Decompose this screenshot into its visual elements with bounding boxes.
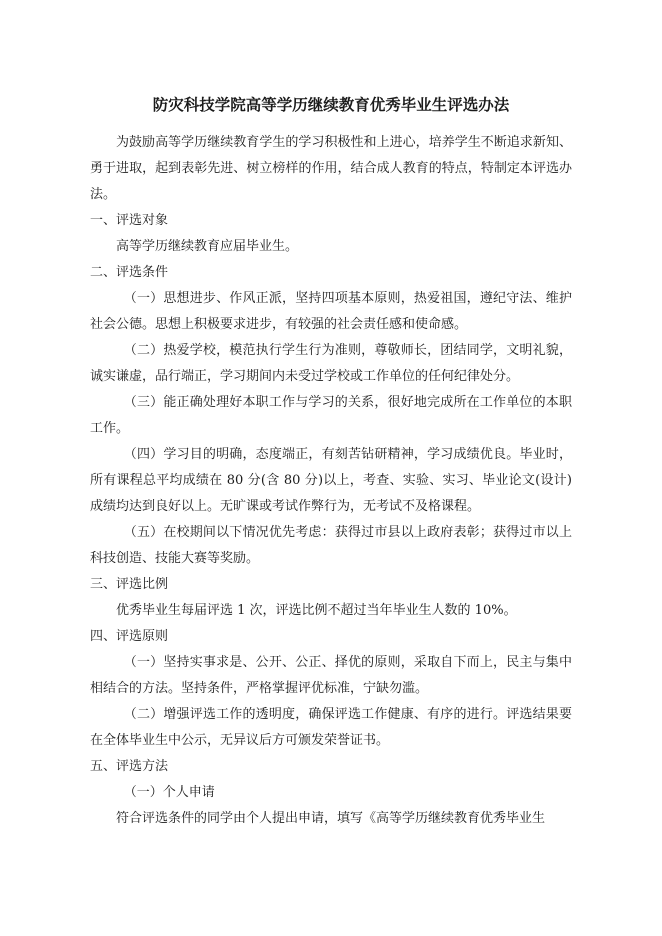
paragraph-section-2-heading: 二、评选条件 [90, 265, 169, 280]
paragraph-section-2-item-4: （四）学习目的明确，态度端正，有刻苦钻研精神，学习成绩优良。毕业时，所有课程总平均成绩在 80 分(含 80 分)以上，考查、实验、实习、毕业论文(设计)成绩均达到良好以上。无旷课或考试作弊行为，无考试不及格课程。 [90, 447, 572, 514]
paragraph-section-2-item-5: （五）在校期间以下情况优先考虑：获得过市县以上政府表彰；获得过市以上科技创造、技能大赛等奖励。 [90, 525, 572, 566]
paragraph-section-3-body: 优秀毕业生每届评选 1 次，评选比例不超过当年毕业生人数的 10%。 [116, 603, 517, 618]
paragraph-section-4-heading: 四、评选原则 [90, 629, 169, 644]
paragraph-section-4-item-1: （一）坚持实事求是、公开、公正、择优的原则，采取自下而上，民主与集中相结合的方法。坚持条件，严格掌握评优标准，宁缺勿滥。 [90, 655, 572, 696]
paragraph-section-1-body: 高等学历继续教育应届毕业生。 [116, 239, 299, 254]
paragraph-section-2-item-3: （三）能正确处理好本职工作与学习的关系，很好地完成所在工作单位的本职工作。 [90, 395, 572, 436]
paragraph-section-1-heading: 一、评选对象 [90, 213, 169, 228]
document-body [90, 130, 572, 832]
paragraph-section-3-heading: 三、评选比例 [90, 577, 169, 592]
paragraph-section-5-heading: 五、评选方法 [90, 759, 169, 774]
paragraph-section-4-item-2: （二）增强评选工作的透明度，确保评选工作健康、有序的进行。评选结果要在全体毕业生中公示，无异议后方可颁发荣誉证书。 [90, 707, 572, 748]
paragraph-section-5-sub-1-body: 符合评选条件的同学由个人提出申请，填写《高等学历继续教育优秀毕业生 [116, 811, 546, 826]
paragraph-section-2-item-1: （一）思想进步、作风正派，坚持四项基本原则，热爱祖国，遵纪守法、维护社会公德。思想上积极要求进步，有较强的社会责任感和使命感。 [90, 291, 572, 332]
paragraph-section-2-item-2: （二）热爱学校，模范执行学生行为准则，尊敬师长，团结同学，文明礼貌，诚实谦虚，品行端正，学习期间内未受过学校或工作单位的任何纪律处分。 [90, 343, 572, 384]
paragraph-intro: 为鼓励高等学历继续教育学生的学习积极性和上进心，培养学生不断追求新知、勇于进取，起到表彰先进、树立榜样的作用，结合成人教育的特点，特制定本评选办法。 [90, 135, 572, 202]
paragraph-section-5-sub-1-heading: （一）个人申请 [123, 785, 215, 800]
document-title: 防灾科技学院高等学历继续教育优秀毕业生评选办法 [152, 96, 510, 114]
